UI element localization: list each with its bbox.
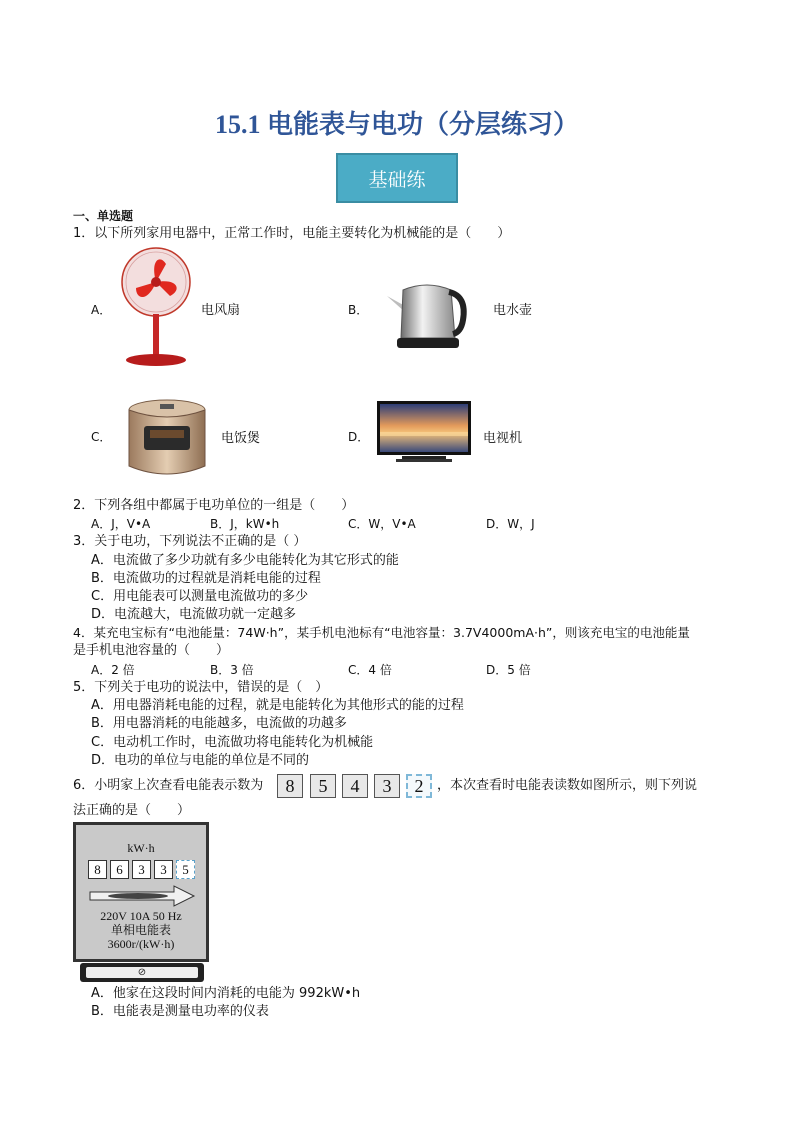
meter-decimal-digit: 5 [176, 860, 195, 879]
q2-stem: 2．下列各组中都属于电功单位的一组是（ ） [73, 498, 355, 513]
q5-option-c[interactable]: C．电动机工作时，电流做功将电能转化为机械能 [91, 735, 374, 750]
rice-cooker-image [122, 396, 212, 482]
level-badge: 基础练 [336, 153, 458, 203]
meter-spec-constant: 3600r/(kW·h) [107, 937, 175, 951]
meter-unit: kW·h [127, 841, 155, 855]
previous-reading-digit: 8 [277, 774, 303, 798]
q3-stem: 3．关于电功，下列说法不正确的是（ ） [73, 534, 307, 549]
previous-reading-digit: 3 [374, 774, 400, 798]
q1-option-b-letter[interactable]: B． [348, 303, 369, 317]
q5-option-d[interactable]: D．电功的单位与电能的单位是不同的 [91, 753, 310, 768]
q1-option-b-label: 电水壶 [493, 303, 533, 318]
meter-terminal-block [80, 963, 204, 982]
q2-option-a[interactable]: A．J，V•A [91, 517, 151, 531]
q5-stem: 5．下列关于电功的说法中，错误的是（ ） [73, 680, 329, 695]
q1-stem: 1．以下所列家用电器中，正常工作时，电能主要转化为机械能的是（ ） [73, 226, 511, 241]
q6-stem-part-a: 6．小明家上次查看电能表示数为 [73, 778, 264, 793]
q4-option-b[interactable]: B．3 倍 [210, 663, 254, 677]
q4-stem-line1: 4．某充电宝标有“电池能量：74W·h”，某手机电池标有“电池容量：3.7V4000mA·h”，则该充电宝的电池能量 [73, 625, 690, 640]
q4-option-c[interactable]: C．4 倍 [348, 663, 392, 677]
meter-digit: 3 [154, 860, 173, 879]
meter-spec-rating: 220V 10A 50 Hz [100, 909, 182, 923]
q2-option-c[interactable]: C．W，V•A [348, 517, 416, 531]
q2-option-b[interactable]: B．J，kW•h [210, 517, 280, 531]
q4-stem-line2: 是手机电池容量的（ ） [73, 643, 230, 658]
q3-option-d[interactable]: D．电流越大，电流做功就一定越多 [91, 607, 297, 622]
meter-digit: 6 [110, 860, 129, 879]
q1-option-d-letter[interactable]: D． [348, 430, 370, 444]
electric-fan-image [120, 246, 192, 368]
q6-stem-line2: 法正确的是（ ） [73, 803, 191, 818]
meter-digit: 3 [132, 860, 151, 879]
page-title: 15.1 电能表与电功（分层练习） [214, 110, 579, 139]
q6-option-a[interactable]: A．他家在这段时间内消耗的电能为 992kW•h [91, 986, 361, 1001]
q4-option-a[interactable]: A．2 倍 [91, 663, 135, 677]
q1-option-a-letter[interactable]: A． [91, 303, 112, 317]
q3-option-c[interactable]: C．用电能表可以测量电流做功的多少 [91, 589, 309, 604]
previous-reading-decimal-digit: 2 [406, 774, 432, 798]
q1-option-c-label: 电饭煲 [221, 431, 261, 446]
q6-stem-part-b: ，本次查看时电能表读数如图所示，则下列说 [437, 778, 698, 793]
previous-reading-digit: 5 [310, 774, 336, 798]
meter-disc-arrow-icon [88, 885, 196, 907]
q3-option-b[interactable]: B．电流做功的过程就是消耗电能的过程 [91, 571, 321, 586]
q4-option-d[interactable]: D．5 倍 [486, 663, 531, 677]
q5-option-a[interactable]: A．用电器消耗电能的过程，就是电能转化为其他形式的能的过程 [91, 698, 464, 713]
electric-kettle-image [383, 276, 469, 352]
section-heading: 一、单选题 [73, 209, 134, 223]
electricity-meter [73, 822, 209, 962]
q2-option-d[interactable]: D．W，J [486, 517, 535, 531]
prohibited-icon: ⊘ [86, 967, 198, 978]
television-image [376, 400, 472, 464]
q5-option-b[interactable]: B．用电器消耗的电能越多，电流做的功越多 [91, 716, 347, 731]
q1-option-d-label: 电视机 [483, 431, 523, 446]
q6-option-b[interactable]: B．电能表是测量电功率的仪表 [91, 1004, 269, 1019]
q3-option-a[interactable]: A．电流做了多少功就有多少电能转化为其它形式的能 [91, 553, 399, 568]
meter-spec-type: 单相电能表 [110, 923, 171, 937]
q1-option-a-label: 电风扇 [201, 303, 241, 318]
meter-digit: 8 [88, 860, 107, 879]
q1-option-c-letter[interactable]: C． [91, 430, 112, 444]
previous-reading-digit: 4 [342, 774, 368, 798]
